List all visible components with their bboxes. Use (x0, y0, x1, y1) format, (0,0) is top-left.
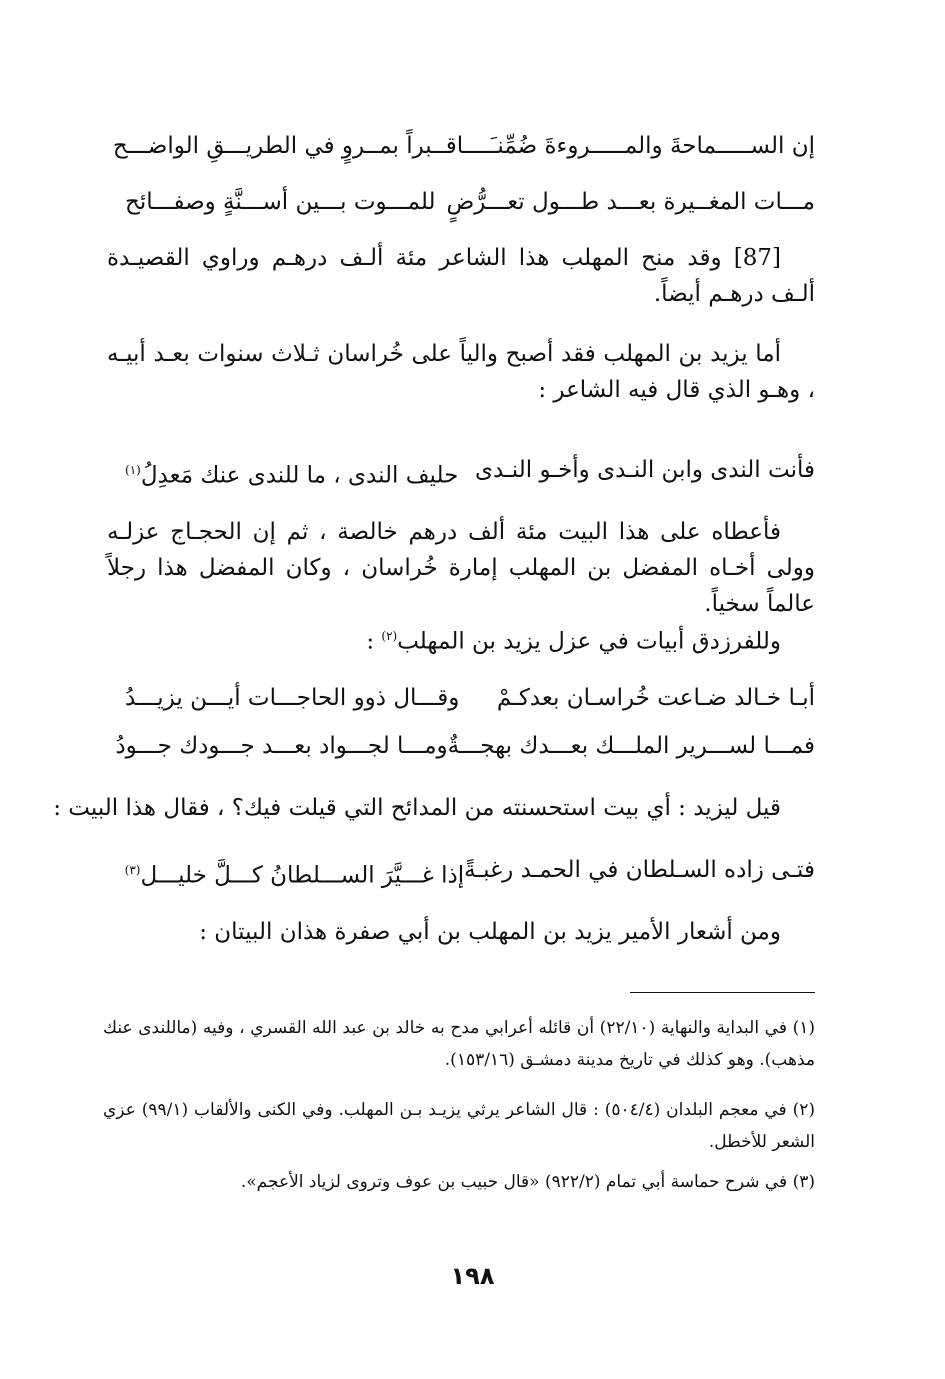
verse-second-hemistich: ومـــا لجـــواد بعـــد جـــودك جـــودُ (115, 733, 448, 759)
paragraph: ومن أشعار الأمير يزيد بن المهلب بن أبي صفرة هذان البيتان : (199, 919, 781, 945)
verse-first-hemistich: أبـا خـالد ضـاعت خُراسـان بعدكـمْ (496, 685, 815, 711)
paragraph-text: وللفرزدق أبيات في عزل يزيد بن المهلب (397, 628, 781, 655)
footnote: (١) في البداية والنهاية (٢٢/١٠) أن قائله أعرابي مدح به خالد بن عبد الله القسري ، وفيه (ماللندى عنك مذهب). وهو كذلك في تاريخ مدينة دمشـق (١٥٣/١٦). (103, 1018, 815, 1070)
footnote-ref: (٢) (381, 629, 398, 643)
verse-first-hemistich: فأنت الندى وابن النـدى وأخـو النـدى (474, 457, 815, 483)
footnote: (٢) في معجم البلدان (٥٠٤/٤) : قال الشاعر يرثي يزيـد بـن المهلب. وفي الكنى والألقاب (٩٩/١) عزي الشعر للأخطل. (103, 1100, 815, 1152)
verse-line (115, 728, 815, 764)
paragraph: أما يزيد بن المهلب فقد أصبح والياً على خُراسان ثـلاث سنوات بعـد أبيـه ، وهـو الذي قال فيه الشاعر : (107, 341, 815, 403)
paragraph: فأعطاه على هذا البيت مئة ألف درهم خالصة ، ثم إن الحجـاج عزلـه وولى أخـاه المفضل بن المهلب إمارة خُراسان ، وكان المفضل هذا رجلاً عالماً سخياً. (107, 519, 815, 617)
verse-second-hemistich (125, 452, 458, 494)
verse-text: إذا غـــيَّرَ الســـلطانُ كـــلَّ خليـــل (140, 862, 465, 889)
verse-line (125, 452, 815, 494)
verse-line (112, 128, 815, 164)
verse-second-hemistich: للمـــوت بـــين أســـنَّةٍ وصفـــائح (125, 189, 436, 215)
paragraph (366, 618, 781, 660)
verse-first-hemistich: فتـى زاده السـلطان في الحمـد رغبـةً (464, 857, 815, 883)
footnote: (٣) في شرح حماسة أبي تمام (٩٢٢/٢) «قال حبيب بن عوف وتروى لزياد الأعجم». (240, 1172, 815, 1192)
verse-line (125, 680, 815, 716)
verse-line (125, 184, 815, 220)
verse-text: حليف الندى ، ما للندى عنك مَعدِلُ (140, 462, 459, 489)
paragraph-text-end: : (366, 628, 382, 655)
verse-second-hemistich: قــبراً بمــروٍ في الطريـــقِ الواضـــح (112, 133, 457, 159)
footnote-divider (630, 992, 815, 993)
verse-first-hemistich: فمـــا لســـرير الملـــك بعـــدك بهجـــةٌ (447, 733, 815, 759)
page-number: ١٩٨ (450, 1262, 495, 1290)
verse-line (125, 852, 815, 894)
verse-second-hemistich (125, 852, 464, 894)
footnote-ref: (٣) (124, 863, 141, 877)
footnote-ref: (١) (125, 463, 141, 477)
paragraph: قيل ليزيد : أي بيت استحسنته من المدائح التي قيلت فيك؟ ، فقال هذا البيت : (53, 795, 781, 821)
verse-second-hemistich: وقـــال ذوو الحاجـــات أيـــن يزيـــدُ (125, 685, 460, 711)
paragraph: [87] وقد منح المهلب هذا الشاعر مئة ألـف درهـم وراوي القصيـدة ألـف درهـم أيضاً. (107, 245, 815, 307)
verse-first-hemistich: مـــات المغــيرة بعـــد طـــول تعـــرُّضٍ (446, 189, 815, 215)
verse-first-hemistich: إن الســـــماحةَ والمـــــروءةَ ضُمِّنـَــــا (456, 133, 815, 159)
